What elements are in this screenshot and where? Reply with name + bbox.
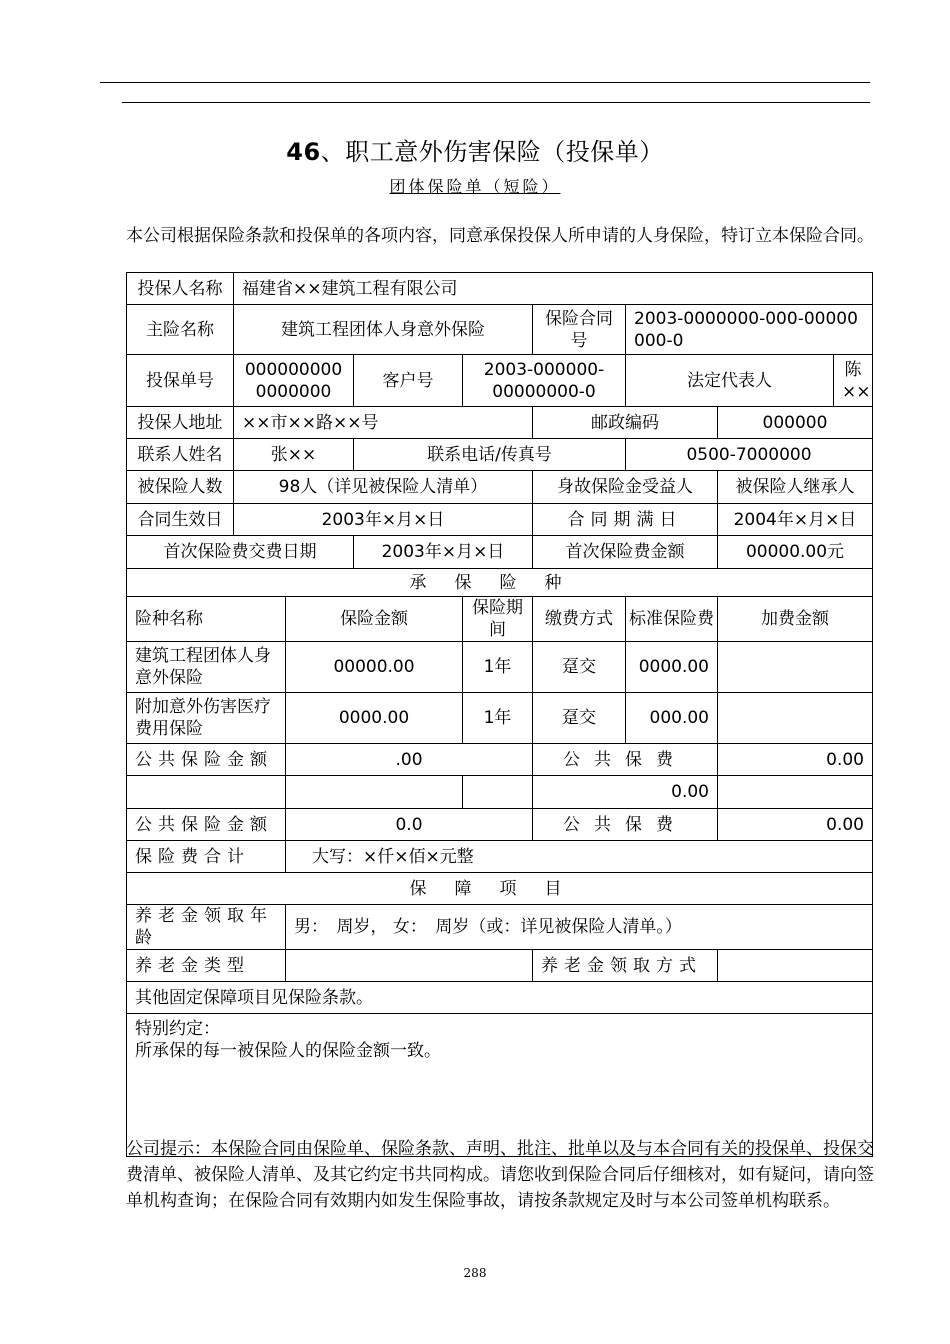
row2-sum: 0000.00 bbox=[286, 693, 463, 744]
first-premium-amount-label: 首次保险费金额 bbox=[533, 536, 718, 569]
row-blank bbox=[127, 776, 873, 809]
phone-value: 0500-7000000 bbox=[626, 439, 873, 471]
row-dates bbox=[127, 504, 873, 536]
total-premium-label: 保险费合计 bbox=[127, 841, 286, 873]
contract-no-label: 保险合同号 bbox=[533, 305, 626, 355]
row2-period: 1年 bbox=[463, 693, 533, 744]
first-premium-date-label: 首次保险费交费日期 bbox=[127, 536, 354, 569]
address-label: 投保人地址 bbox=[127, 407, 234, 439]
application-no-value: 0000000000000000 bbox=[234, 355, 354, 407]
public-premium-label-2: 公共保费 bbox=[533, 809, 718, 841]
col-header-method: 缴费方式 bbox=[533, 597, 626, 642]
row1-name: 建筑工程团体人身意外保险 bbox=[127, 642, 286, 693]
public-sum-label-2: 公共保险金额 bbox=[127, 809, 286, 841]
effective-value: 2003年×月×日 bbox=[234, 504, 533, 536]
total-premium-value: 大写：×仟×佰×元整 bbox=[286, 841, 873, 873]
page-number: 288 bbox=[463, 1266, 487, 1280]
application-no-label: 投保单号 bbox=[127, 355, 234, 407]
policy-form-table bbox=[126, 272, 873, 1157]
pension-type-label: 养老金类型 bbox=[127, 950, 286, 982]
contact-label: 联系人姓名 bbox=[127, 439, 234, 471]
row-contact bbox=[127, 439, 873, 471]
intro-paragraph: 本公司根据保险条款和投保单的各项内容，同意承保投保人所申请的人身保险，特订立本保险合同。 bbox=[126, 226, 874, 246]
row1-period: 1年 bbox=[463, 642, 533, 693]
col-header-name: 险种名称 bbox=[127, 597, 286, 642]
legal-rep-value: 陈×× bbox=[834, 355, 873, 407]
address-value: ××市××路××号 bbox=[234, 407, 533, 439]
row1-extra bbox=[718, 642, 873, 693]
insured-count-value: 98人（详见被保险人清单） bbox=[234, 471, 533, 504]
col-header-extra: 加费金额 bbox=[718, 597, 873, 642]
public-sum-value-2: 0.0 bbox=[286, 809, 533, 841]
protection-section-heading: 保障项目 bbox=[127, 873, 873, 905]
row1-sum: 00000.00 bbox=[286, 642, 463, 693]
table-row bbox=[127, 693, 873, 744]
public-premium-value-2: 0.00 bbox=[718, 809, 873, 841]
document-title bbox=[0, 132, 950, 167]
col-header-sum: 保险金额 bbox=[286, 597, 463, 642]
title-number: 46 bbox=[286, 138, 321, 166]
row2-name: 附加意外伤害医疗费用保险 bbox=[127, 693, 286, 744]
row-first-premium bbox=[127, 536, 873, 569]
row-total-premium bbox=[127, 841, 873, 873]
expiry-value: 2004年×月×日 bbox=[718, 504, 873, 536]
header-rule-bottom bbox=[122, 102, 870, 103]
row2-std-premium: 000.00 bbox=[626, 693, 718, 744]
postcode-label: 邮政编码 bbox=[533, 407, 718, 439]
row1-std-premium: 0000.00 bbox=[626, 642, 718, 693]
customer-no-value: 2003-000000-00000000-0 bbox=[463, 355, 626, 407]
legal-rep-label: 法定代表人 bbox=[626, 355, 834, 407]
col-header-std-premium: 标准保险费 bbox=[626, 597, 718, 642]
beneficiary-label: 身故保险金受益人 bbox=[533, 471, 718, 504]
applicant-name-label: 投保人名称 bbox=[127, 273, 234, 305]
effective-label: 合同生效日 bbox=[127, 504, 234, 536]
row-address bbox=[127, 407, 873, 439]
pension-method-value bbox=[718, 950, 873, 982]
row1-method: 趸交 bbox=[533, 642, 626, 693]
first-premium-amount-value: 00000.00元 bbox=[718, 536, 873, 569]
row-pension-type bbox=[127, 950, 873, 982]
special-label: 特别约定： bbox=[135, 1019, 220, 1039]
row-other-items bbox=[127, 982, 873, 1014]
coverage-section-heading: 承保险种 bbox=[127, 569, 873, 597]
header-rule-top bbox=[100, 82, 870, 83]
row-protection-section bbox=[127, 873, 873, 905]
other-items-text: 其他固定保障项目见保险条款。 bbox=[127, 982, 873, 1014]
insured-count-label: 被保险人数 bbox=[127, 471, 234, 504]
pension-age-value: 男： 周岁， 女： 周岁（或：详见被保险人清单。） bbox=[286, 905, 873, 950]
pension-age-label: 养老金领取年龄 bbox=[127, 905, 286, 950]
expiry-label: 合同期满日 bbox=[533, 504, 718, 536]
applicant-name-value: 福建省××建筑工程有限公司 bbox=[234, 273, 873, 305]
row-public-1 bbox=[127, 744, 873, 776]
row-insured-count bbox=[127, 471, 873, 504]
row-applicant bbox=[127, 273, 873, 305]
beneficiary-value: 被保险人继承人 bbox=[718, 471, 873, 504]
row2-method: 趸交 bbox=[533, 693, 626, 744]
row-public-2 bbox=[127, 809, 873, 841]
row2-extra bbox=[718, 693, 873, 744]
row-coverage-section bbox=[127, 569, 873, 597]
public-premium-label-1: 公共保费 bbox=[533, 744, 718, 776]
main-policy-label: 主险名称 bbox=[127, 305, 234, 355]
row-main-policy bbox=[127, 305, 873, 355]
first-premium-date-value: 2003年×月×日 bbox=[354, 536, 533, 569]
contract-no-value: 2003-0000000-000-00000000-0 bbox=[626, 305, 873, 355]
blank-row-value: 0.00 bbox=[533, 776, 718, 809]
row-pension-age bbox=[127, 905, 873, 950]
document-subtitle: 团体保险单（短险） bbox=[389, 177, 561, 196]
phone-label: 联系电话/传真号 bbox=[354, 439, 626, 471]
public-sum-label-1: 公共保险金额 bbox=[127, 744, 286, 776]
row-application bbox=[127, 355, 873, 407]
pension-type-value bbox=[286, 950, 533, 982]
public-sum-value-1: .00 bbox=[286, 744, 533, 776]
pension-method-label: 养老金领取方式 bbox=[533, 950, 718, 982]
special-text: 所承保的每一被保险人的保险金额一致。 bbox=[135, 1041, 441, 1061]
table-row bbox=[127, 642, 873, 693]
postcode-value: 000000 bbox=[718, 407, 873, 439]
public-premium-value-1: 0.00 bbox=[718, 744, 873, 776]
row-coverage-header bbox=[127, 597, 873, 642]
col-header-period: 保险期间 bbox=[463, 597, 533, 642]
customer-no-label: 客户号 bbox=[354, 355, 463, 407]
main-policy-value: 建筑工程团体人身意外保险 bbox=[234, 305, 533, 355]
title-text: 、职工意外伤害保险（投保单） bbox=[320, 138, 664, 166]
contact-value: 张×× bbox=[234, 439, 354, 471]
notice-paragraph: 公司提示：本保险合同由保险单、保险条款、声明、批注、批单以及与本合同有关的投保单、投保交费清单、被保险人清单、及其它约定书共同构成。请您收到保险合同后仔细核对，如有疑问，请向签单机构查询；在保险合同有效期内如发生保险事故，请按条款规定及时与本公司签单机构联系。 bbox=[126, 1139, 874, 1211]
